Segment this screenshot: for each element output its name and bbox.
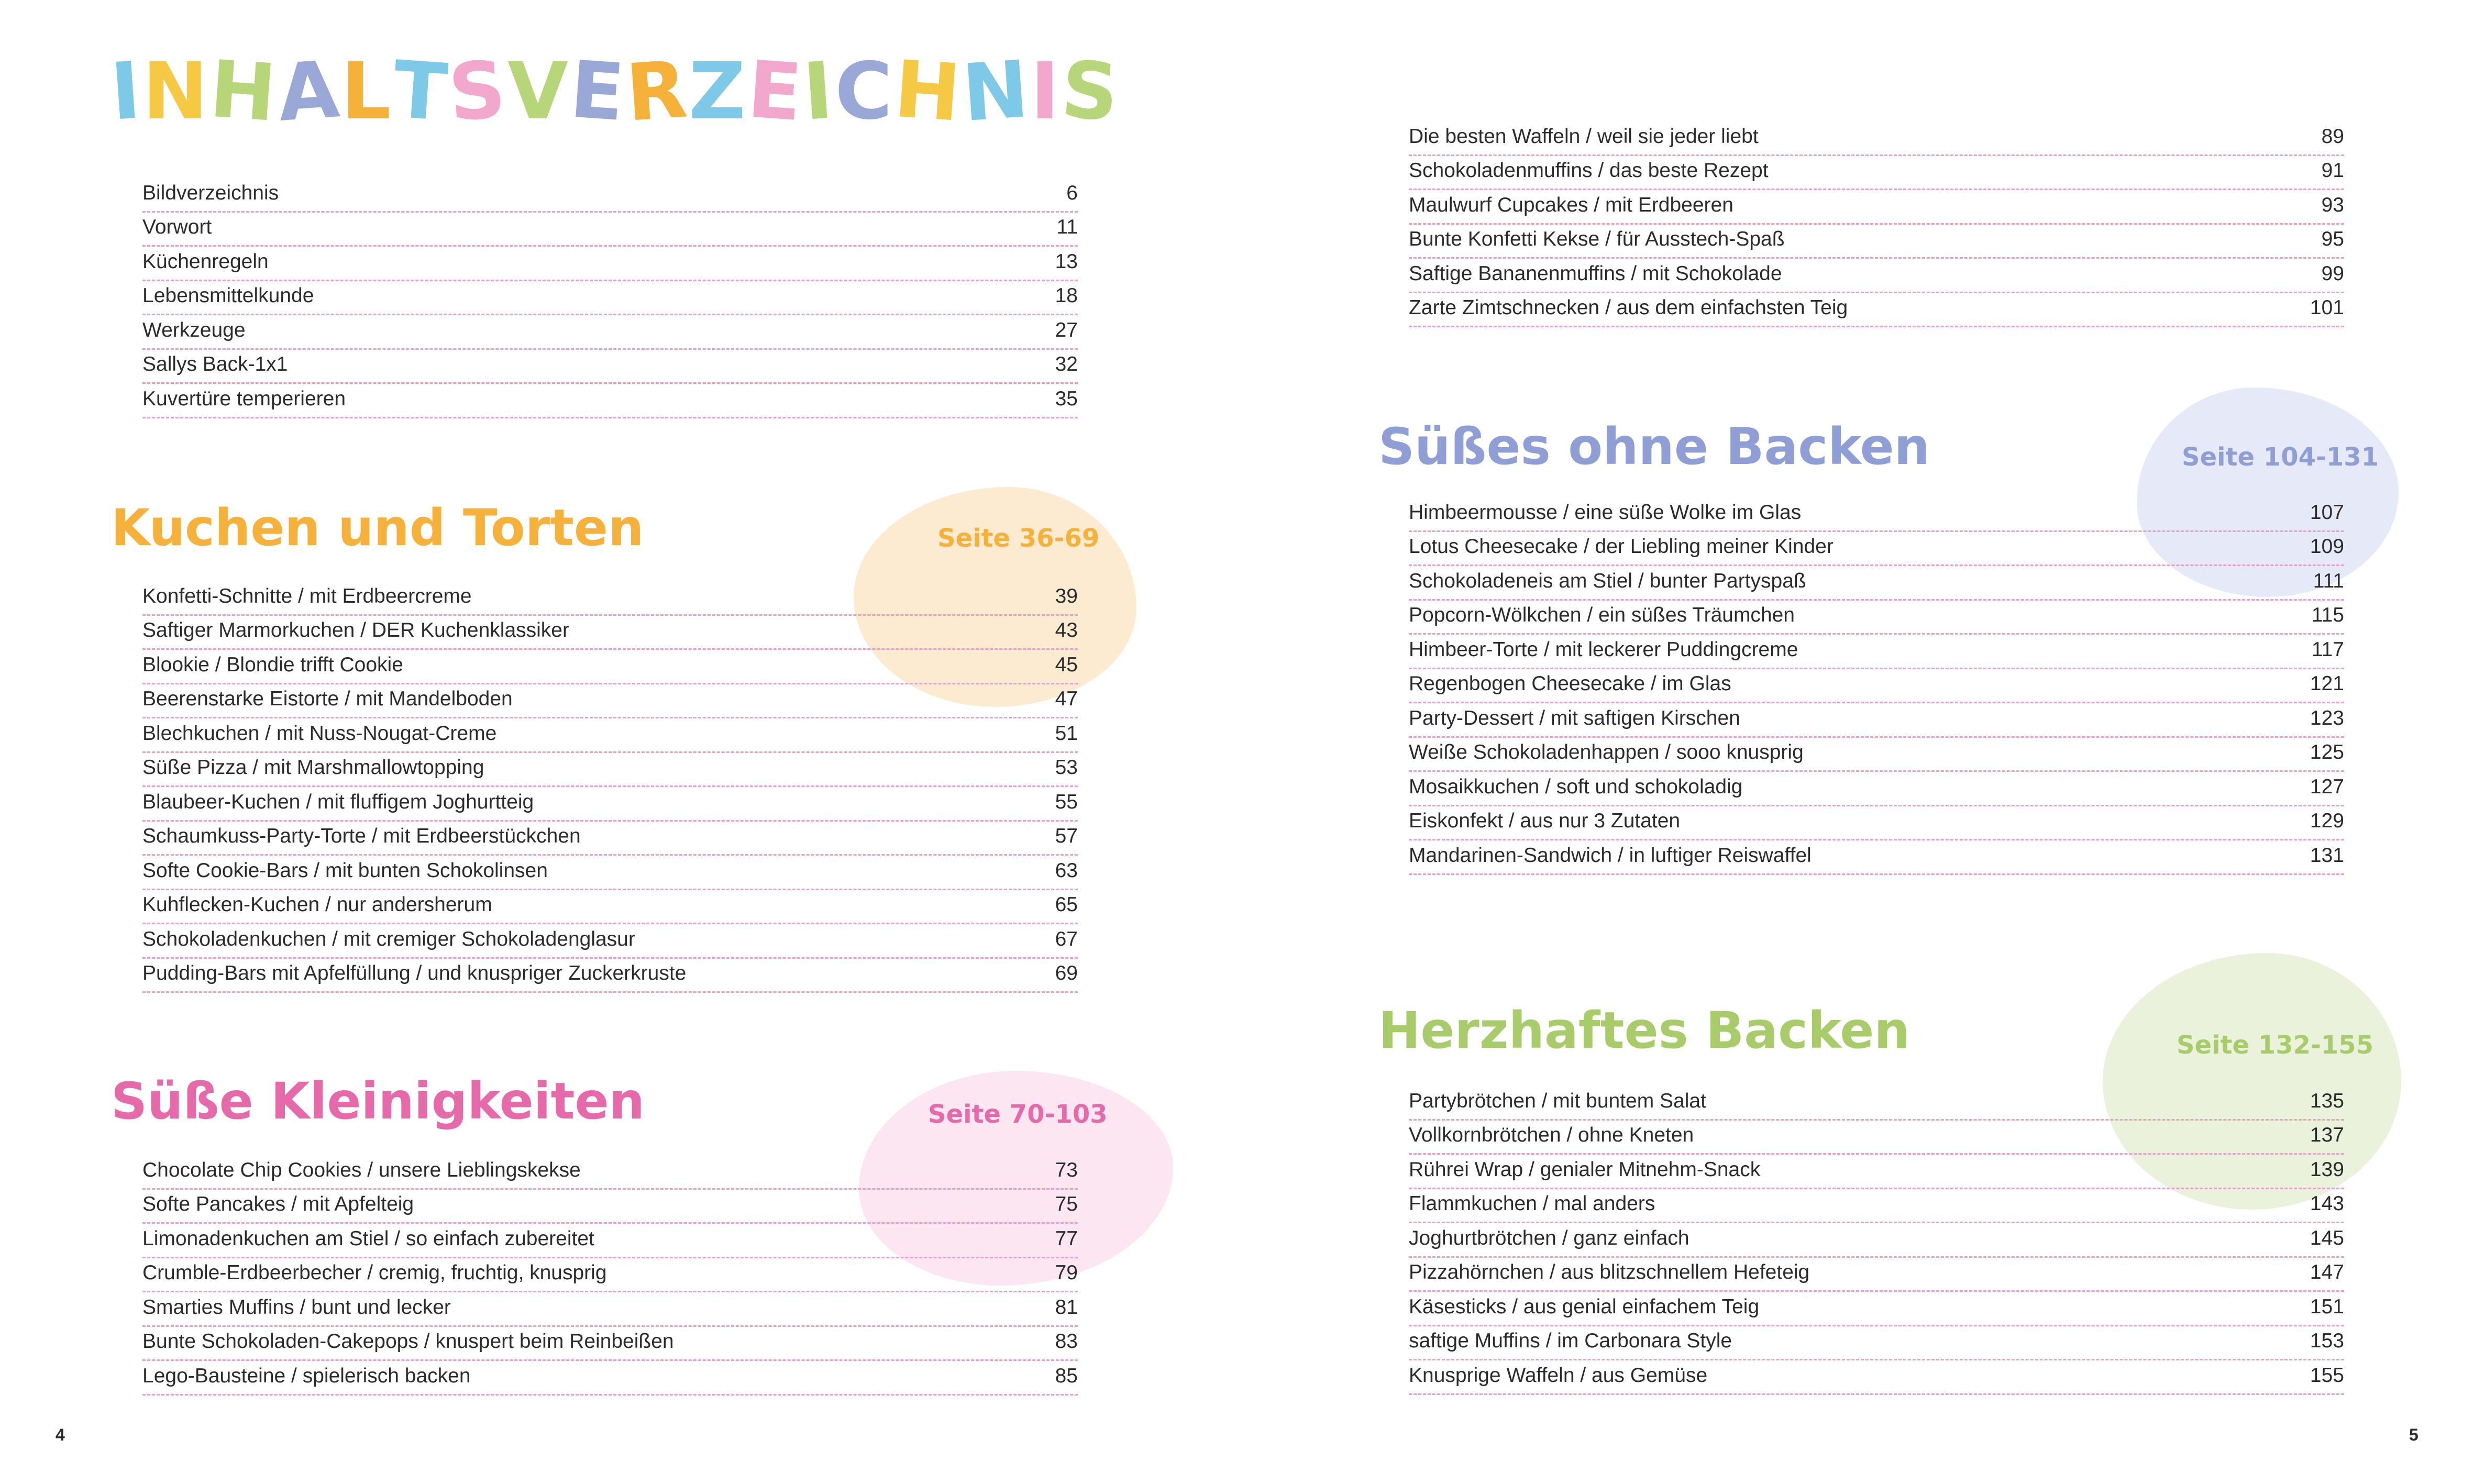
- title-letter: V: [507, 46, 571, 137]
- toc-entry-title: Softe Pancakes / mit Apfelteig: [142, 1193, 414, 1215]
- toc-entry: [142, 247, 1078, 281]
- toc-entry: [142, 753, 1078, 788]
- toc-entry-page: 139: [2310, 1158, 2344, 1181]
- toc-entry-page: 27: [1055, 318, 1078, 341]
- toc-entry: [142, 178, 1078, 213]
- toc-entry: [1409, 1326, 2344, 1361]
- page-title: [108, 43, 1124, 140]
- toc-entry-title: Bunte Konfetti Kekse / für Ausstech-Spaß: [1409, 228, 1785, 250]
- toc-entry-page: 155: [2310, 1364, 2344, 1387]
- toc-entry-title: Kuvertüre temperieren: [142, 387, 346, 410]
- section-heading-ohne-backen: Süßes ohne Backen: [1378, 417, 1930, 476]
- toc-entry: [142, 1292, 1078, 1327]
- toc-entry-page: 101: [2310, 296, 2344, 319]
- toc-entry-page: 43: [1055, 619, 1078, 641]
- toc-entry: [1409, 840, 2344, 875]
- toc-entry: [1409, 156, 2344, 191]
- toc-entry: [1409, 1121, 2344, 1155]
- toc-entry-title: Saftige Bananenmuffins / mit Schokolade: [1409, 262, 1782, 285]
- toc-entry-page: 53: [1055, 756, 1078, 779]
- toc-entry-page: 109: [2310, 535, 2344, 558]
- toc-entry: [1409, 190, 2344, 225]
- toc-entry-title: Mosaikkuchen / soft und schokoladig: [1409, 775, 1743, 798]
- toc-entry-title: Sallys Back-1x1: [142, 353, 288, 375]
- title-letter: I: [108, 45, 146, 138]
- toc-entry-page: 55: [1055, 790, 1078, 813]
- toc-entry: [142, 718, 1078, 753]
- toc-entry-title: Knusprige Waffeln / aus Gemüse: [1409, 1364, 1708, 1387]
- toc-entry: [142, 616, 1078, 650]
- toc-entry-title: Vollkornbrötchen / ohne Kneten: [1409, 1124, 1694, 1146]
- toc-entry-title: Werkzeuge: [142, 318, 246, 341]
- toc-entry: [1409, 635, 2344, 669]
- section-pages-ohne-backen: Seite 104-131: [2182, 442, 2379, 472]
- toc-entry: [1409, 532, 2344, 567]
- toc-entry-page: 11: [1056, 216, 1078, 238]
- toc-entry-page: 35: [1055, 387, 1078, 410]
- toc-entry: [142, 581, 1078, 616]
- toc-entry-page: 135: [2310, 1089, 2344, 1112]
- toc-entry-title: Schaumkuss-Party-Torte / mit Erdbeerstückchen: [142, 825, 581, 847]
- toc-entry: [142, 315, 1078, 350]
- toc-entry-page: 18: [1055, 284, 1078, 307]
- toc-entry-page: 125: [2310, 741, 2344, 763]
- toc-entry-title: Blookie / Blondie trifft Cookie: [142, 653, 403, 676]
- toc-entry-page: 6: [1066, 181, 1078, 204]
- toc-entry-title: Blechkuchen / mit Nuss-Nougat-Creme: [142, 722, 497, 745]
- toc-entry-page: 151: [2310, 1295, 2344, 1318]
- toc-entry-page: 69: [1055, 962, 1078, 984]
- title-letter: E: [567, 44, 629, 139]
- toc-entry: [142, 890, 1078, 925]
- title-letter: A: [274, 44, 344, 139]
- toc-entry: [142, 1224, 1078, 1258]
- toc-entry-page: 107: [2310, 501, 2344, 524]
- toc-entry: [1409, 601, 2344, 635]
- title-letter: H: [207, 43, 281, 140]
- toc-entry-title: Joghurtbrötchen / ganz einfach: [1409, 1226, 1689, 1249]
- toc-entry-title: Flammkuchen / mal anders: [1409, 1192, 1655, 1215]
- toc-entry: [1409, 293, 2344, 328]
- toc-entry-title: Chocolate Chip Cookies / unsere Lieblingskekse: [142, 1158, 581, 1181]
- title-letter: S: [1058, 44, 1124, 139]
- toc-entry-title: Maulwurf Cupcakes / mit Erdbeeren: [1409, 193, 1733, 216]
- toc-entry: [1409, 1258, 2344, 1292]
- toc-entry-title: Küchenregeln: [142, 250, 269, 273]
- toc-entry-page: 121: [2310, 672, 2344, 695]
- toc-entry: [142, 384, 1078, 418]
- toc-entry: [1409, 1155, 2344, 1189]
- toc-entry-page: 143: [2310, 1192, 2344, 1215]
- toc-entry-title: Party-Dessert / mit saftigen Kirschen: [1409, 706, 1740, 729]
- title-letter: N: [142, 46, 211, 137]
- toc-entry-title: Rührei Wrap / genialer Mitnehm-Snack: [1409, 1158, 1761, 1181]
- section-pages-kuchen: Seite 36-69: [937, 524, 1100, 553]
- title-letter: R: [623, 44, 692, 139]
- toc-entry-page: 99: [2321, 262, 2344, 285]
- toc-entry-title: Softe Cookie-Bars / mit bunten Schokolinsen: [142, 859, 548, 882]
- toc-entry-title: Bunte Schokoladen-Cakepops / knuspert beim Reinbeißen: [142, 1330, 674, 1353]
- toc-entry-page: 145: [2310, 1226, 2344, 1249]
- toc-entry: [1409, 566, 2344, 601]
- toc-entry-page: 77: [1055, 1227, 1078, 1250]
- toc-entry-page: 129: [2310, 810, 2344, 832]
- toc-entry: [1409, 738, 2344, 772]
- toc-entry: [1409, 1292, 2344, 1326]
- toc-entry-page: 137: [2310, 1124, 2344, 1146]
- toc-entry-page: 123: [2310, 706, 2344, 729]
- page-number-right: 5: [2409, 1425, 2418, 1444]
- toc-entry: [142, 1155, 1078, 1190]
- toc-entry-title: Konfetti-Schnitte / mit Erdbeercreme: [142, 584, 472, 607]
- toc-entry: [1409, 497, 2344, 532]
- toc-entry: [142, 213, 1078, 247]
- toc-entry-title: Kuhflecken-Kuchen / nur andersherum: [142, 893, 492, 916]
- toc-entry: [1409, 225, 2344, 259]
- toc-entry-title: Lebensmittelkunde: [142, 284, 314, 307]
- toc-entry-page: 75: [1055, 1193, 1078, 1215]
- toc-entry: [142, 1361, 1078, 1396]
- toc-entry: [142, 959, 1078, 993]
- title-letter: S: [445, 44, 511, 139]
- page-number-left: 4: [56, 1425, 65, 1444]
- toc-entry-title: Himbeermousse / eine süße Wolke im Glas: [1409, 501, 1802, 524]
- toc-entry: [1409, 703, 2344, 738]
- toc-entry-title: Beerenstarke Eistorte / mit Mandelboden: [142, 688, 513, 710]
- toc-entry-page: 51: [1055, 722, 1078, 745]
- toc-entry-title: Popcorn-Wölkchen / ein süßes Träumchen: [1409, 604, 1795, 626]
- toc-entry-page: 89: [2321, 125, 2344, 148]
- toc-entry: [142, 650, 1078, 684]
- toc-entry: [142, 684, 1078, 719]
- title-letter: I: [1030, 46, 1062, 137]
- toc-entry-page: 153: [2310, 1330, 2344, 1352]
- toc-entry: [142, 281, 1078, 316]
- toc-entry-title: Himbeer-Torte / mit leckerer Puddingcreme: [1409, 638, 1798, 661]
- toc-entry-title: Schokoladeneis am Stiel / bunter Partyspaß: [1409, 569, 1806, 592]
- section-heading-herzhaft: Herzhaftes Backen: [1378, 1001, 1910, 1060]
- title-letter: L: [341, 46, 393, 137]
- toc-entry-page: 81: [1055, 1295, 1078, 1319]
- toc-entry-page: 32: [1055, 353, 1078, 375]
- toc-entry-title: Pizzahörnchen / aus blitzschnellem Hefeteig: [1409, 1261, 1810, 1283]
- toc-entry: [142, 350, 1078, 384]
- toc-entry: [142, 822, 1078, 856]
- toc-entry-title: Lotus Cheesecake / der Liebling meiner Kinder: [1409, 535, 1834, 558]
- kleinigkeiten-list: [142, 1155, 1078, 1396]
- toc-entry-page: 63: [1055, 859, 1078, 882]
- toc-entry-page: 131: [2310, 844, 2344, 867]
- toc-entry-page: 47: [1055, 688, 1078, 710]
- title-letter: E: [744, 44, 807, 139]
- toc-entry: [1409, 1086, 2344, 1121]
- toc-entry-title: Schokoladenkuchen / mit cremiger Schokoladenglasur: [142, 927, 635, 950]
- title-letter: N: [959, 43, 1034, 140]
- toc-entry-title: Eiskonfekt / aus nur 3 Zutaten: [1409, 810, 1681, 832]
- toc-entry: [1409, 669, 2344, 704]
- toc-entry-page: 67: [1055, 927, 1078, 950]
- toc-entry-page: 73: [1055, 1158, 1078, 1181]
- toc-entry-page: 115: [2311, 604, 2344, 626]
- toc-entry: [1409, 772, 2344, 806]
- toc-entry-title: Vorwort: [142, 216, 212, 238]
- toc-entry-title: Zarte Zimtschnecken / aus dem einfachsten Teig: [1409, 296, 1848, 319]
- toc-entry-page: 39: [1055, 584, 1078, 607]
- toc-entry-page: 79: [1055, 1261, 1078, 1284]
- toc-entry-title: Crumble-Erdbeerbecher / cremig, fruchtig, knusprig: [142, 1261, 607, 1284]
- toc-entry-page: 147: [2310, 1261, 2344, 1283]
- toc-entry-page: 91: [2321, 159, 2344, 182]
- toc-entry-page: 111: [2313, 569, 2344, 592]
- toc-entry-title: Lego-Bausteine / spielerisch backen: [142, 1364, 471, 1387]
- toc-entry-page: 93: [2321, 193, 2344, 216]
- toc-entry-title: Die besten Waffeln / weil sie jeder liebt: [1409, 125, 1759, 148]
- toc-entry-page: 83: [1055, 1330, 1078, 1353]
- toc-entry-title: Käsesticks / aus genial einfachem Teig: [1409, 1295, 1760, 1318]
- toc-entry-page: 65: [1055, 893, 1078, 916]
- toc-entry-title: Regenbogen Cheesecake / im Glas: [1409, 672, 1731, 695]
- toc-entry-page: 85: [1055, 1364, 1078, 1387]
- title-letter: Z: [689, 46, 748, 137]
- toc-entry: [1409, 259, 2344, 293]
- kuchen-list: [142, 581, 1078, 993]
- toc-entry-page: 117: [2311, 638, 2344, 661]
- toc-entry-page: 13: [1055, 250, 1078, 273]
- toc-entry: [142, 924, 1078, 959]
- title-letter: H: [891, 43, 966, 140]
- title-letter: I: [800, 45, 838, 138]
- toc-entry-title: Mandarinen-Sandwich / in luftiger Reiswaffel: [1409, 844, 1812, 867]
- toc-entry-title: Bildverzeichnis: [142, 181, 279, 204]
- section-heading-kuchen: Kuchen und Torten: [111, 499, 644, 557]
- toc-entry: [142, 1190, 1078, 1224]
- toc-entry: [1409, 121, 2344, 156]
- toc-entry-page: 127: [2310, 775, 2344, 798]
- toc-entry-title: Smarties Muffins / bunt und lecker: [142, 1295, 451, 1319]
- toc-entry-title: Partybrötchen / mit buntem Salat: [1409, 1089, 1706, 1112]
- toc-entry: [1409, 1223, 2344, 1258]
- toc-entry-title: Weiße Schokoladenhappen / sooo knusprig: [1409, 741, 1804, 763]
- section-pages-kleinigkeiten: Seite 70-103: [928, 1100, 1108, 1129]
- toc-entry-title: Blaubeer-Kuchen / mit fluffigem Joghurtteig: [142, 790, 534, 813]
- toc-entry: [142, 787, 1078, 822]
- intro-list: [142, 178, 1078, 418]
- toc-entry: [142, 856, 1078, 890]
- toc-entry-title: Saftiger Marmorkuchen / DER Kuchenklassiker: [142, 619, 569, 641]
- toc-entry: [142, 1327, 1078, 1361]
- section-heading-kleinigkeiten: Süße Kleinigkeiten: [111, 1072, 645, 1131]
- herzhaft-list: [1409, 1086, 2344, 1395]
- toc-entry: [1409, 1360, 2344, 1395]
- section-pages-herzhaft: Seite 132-155: [2177, 1031, 2374, 1060]
- toc-entry: [1409, 1189, 2344, 1224]
- toc-entry: [1409, 806, 2344, 841]
- toc-entry-page: 95: [2321, 228, 2344, 250]
- toc-entry: [142, 1258, 1078, 1293]
- toc-entry-title: Limonadenkuchen am Stiel / so einfach zubereitet: [142, 1227, 594, 1250]
- title-letter: C: [835, 46, 895, 137]
- toc-entry-page: 45: [1055, 653, 1078, 676]
- toc-entry-page: 57: [1055, 825, 1078, 847]
- title-letter: T: [390, 44, 452, 139]
- toc-entry-title: Süße Pizza / mit Marshmallowtopping: [142, 756, 484, 779]
- toc-entry-title: Pudding-Bars mit Apfelfüllung / und knuspriger Zuckerkruste: [142, 962, 687, 984]
- toc-entry-title: saftige Muffins / im Carbonara Style: [1409, 1330, 1732, 1352]
- toc-entry-title: Schokoladenmuffins / das beste Rezept: [1409, 159, 1769, 182]
- ohne-backen-list: [1409, 497, 2344, 875]
- kleinigkeiten-cont-list: [1409, 121, 2344, 327]
